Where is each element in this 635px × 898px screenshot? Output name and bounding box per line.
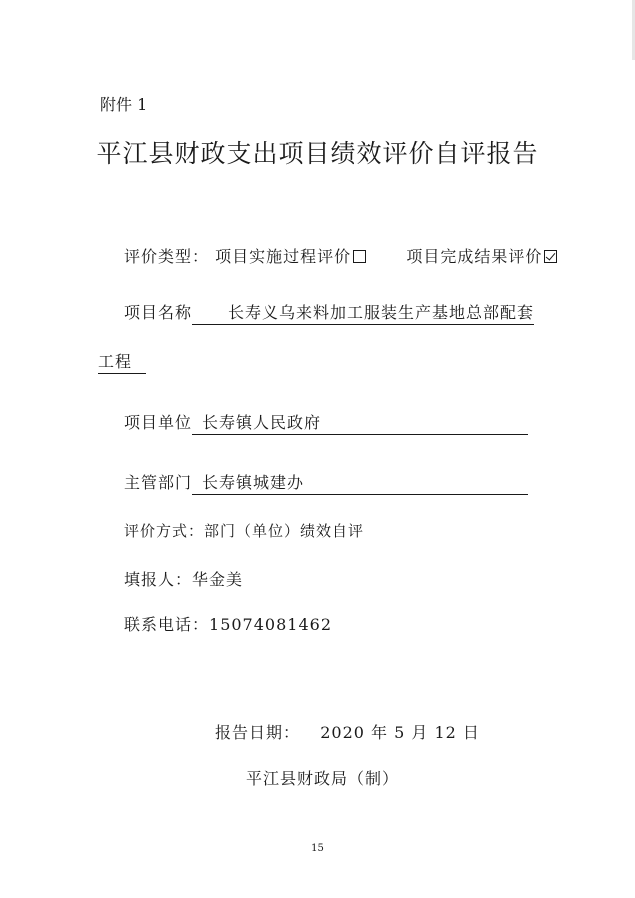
evaluation-method-value: 部门（单位）绩效自评 (204, 522, 365, 540)
department-label: 主管部门 (124, 473, 193, 492)
option-process-label: 项目实施过程评价 (215, 247, 352, 266)
project-name-value: 长寿义乌来料加工服装生产基地总部配套 (192, 300, 534, 325)
evaluation-method-label: 评价方式： (124, 522, 205, 540)
project-name-row-2 (98, 349, 146, 374)
evaluation-type-row (124, 244, 557, 267)
project-name-value-cont: 工程 (98, 349, 146, 374)
department-row (124, 470, 528, 495)
department-value: 长寿镇城建办 (192, 470, 528, 495)
phone-row (124, 612, 332, 635)
report-date-row (215, 720, 480, 743)
filler-label: 填报人： (124, 570, 193, 589)
project-unit-value: 长寿镇人民政府 (192, 410, 528, 435)
page-number: 15 (311, 843, 324, 854)
evaluation-method-row (124, 520, 364, 541)
document-title: 平江县财政支出项目绩效评价自评报告 (96, 139, 539, 168)
option-result-checkbox[interactable] (544, 250, 557, 263)
project-name-label: 项目名称 (124, 303, 193, 322)
report-date-value: 2020 年 5 月 12 日 (320, 723, 480, 742)
option-result-label: 项目完成结果评价 (406, 247, 543, 266)
project-unit-label: 项目单位 (124, 413, 193, 432)
evaluation-type-label: 评价类型： (124, 247, 210, 266)
phone-value: 15074081462 (209, 615, 332, 634)
filler-row (124, 567, 243, 590)
report-date-label: 报告日期： (215, 723, 301, 742)
attachment-label: 附件 1 (100, 95, 148, 114)
phone-label: 联系电话： (124, 615, 210, 634)
project-unit-row (124, 410, 528, 435)
filler-value: 华金美 (192, 570, 244, 589)
project-name-row (124, 300, 534, 325)
option-process-checkbox[interactable] (353, 250, 366, 263)
issuer-line: 平江县财政局（制） (246, 769, 400, 788)
